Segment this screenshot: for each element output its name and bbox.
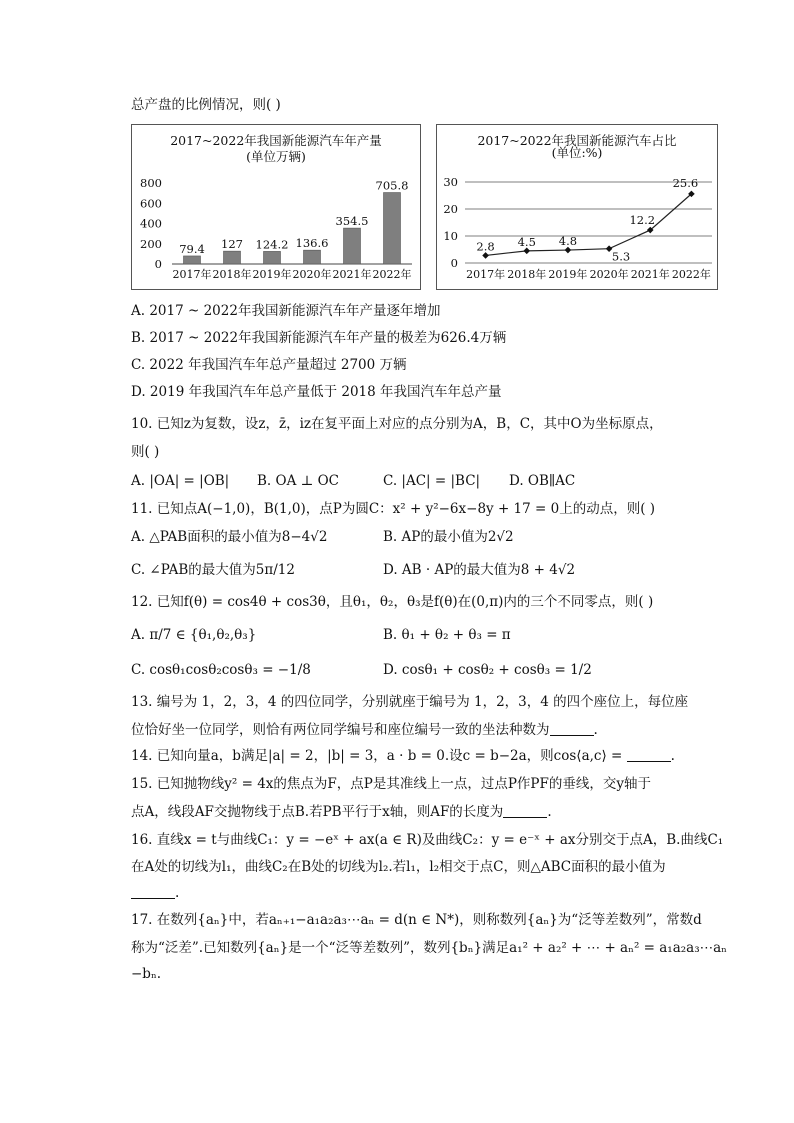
q10-option-c: C. |AC| = |BC| [383,473,481,489]
q13-line-1: 13. 编号为 1，2，3，4 的四位同学，分别就座于编号为 1，2，3，4 的四个座位上，每位座 [131,694,689,710]
q15-period: . [547,804,552,820]
q9-option-d: D. 2019 年我国汽车年总产量低于 2018 年我国汽车年总产量 [131,384,502,400]
bar [184,256,201,264]
q17-line-2: 称为“泛差”.已知数列{aₙ}是一个“泛等差数列”，数列{bₙ}满足a₁² + a₂² + ⋯ + aₙ² = a₁a₂a₃⋯aₙ [131,940,728,956]
q14-line [131,746,675,766]
data-label: 79.4 [179,241,205,256]
data-label: 5.3 [611,249,631,264]
q11-option-c: C. ∠PAB的最大值为5π/12 [131,562,295,578]
q15-line-1: 15. 已知抛物线y² = 4x的焦点为F，点P是其准线上一点，过点P作PF的垂线，交y轴于 [131,776,652,792]
q9-option-a: A. 2017 ~ 2022年我国新能源汽车年产量逐年增加 [131,303,441,319]
x-tick-label: 2019年 [252,268,292,281]
bar-chart-title: 2017~2022年我国新能源汽车年产量 [170,133,382,148]
q13-text: 位恰好坐一位同学，则恰有两位同学编号和座位编号一致的坐法种数为 [131,722,550,738]
q14-text: 14. 已知向量a，b满足|a| = 2，|b| = 3，a · b = 0.设c = b−2a，则cos⟨a,c⟩ = [131,748,623,764]
x-tick-label: 2021年 [332,268,372,281]
q11-option-b: B. AP的最小值为2√2 [383,529,514,545]
q11-option-d: D. AB · AP的最大值为8 + 4√2 [383,562,576,578]
data-label: 12.2 [629,213,656,228]
answer-blank [627,747,671,762]
q10-option-d: D. OB∥AC [509,473,576,489]
bar [384,193,401,264]
x-tick-label: 2022年 [372,268,412,281]
bar [304,250,321,264]
x-tick-label: 2019年 [548,268,588,281]
data-label: 124.2 [255,237,289,252]
y-tick-label: 600 [140,196,162,211]
q12-stem: 12. 已知f(θ) = cos4θ + cos3θ，且θ₁，θ₂，θ₃是f(θ)在(0,π)内的三个不同零点，则( ) [131,594,654,610]
answer-blank [550,721,594,736]
y-tick-label: 200 [140,236,162,251]
x-tick-label: 2018年 [212,268,252,281]
bar [264,251,281,264]
y-tick-label: 10 [443,229,458,243]
q13-period: . [593,722,598,738]
answer-blank [503,803,547,818]
data-label: 127 [221,237,243,252]
data-label: 4.8 [558,234,578,249]
x-tick-label: 2020年 [589,268,629,281]
line-chart-panel [436,124,718,290]
question-intro: 总产盘的比例情况，则( ) [131,97,281,113]
q10-option-a: A. |OA| = |OB| [131,473,230,489]
line-chart-subtitle: (单位:%) [551,145,603,160]
x-tick-label: 2017年 [466,268,506,281]
q16-period: . [175,885,180,901]
x-tick-label: 2021年 [630,268,670,281]
line-chart-title: 2017~2022年我国新能源汽车占比 [477,133,677,148]
q16-line-3 [131,883,179,903]
q9-option-b: B. 2017 ~ 2022年我国新能源汽车年产量的极差为626.4万辆 [131,330,507,346]
q10-stem-cont: 则( ) [131,444,160,460]
q11-option-a: A. △PAB面积的最小值为8−4√2 [131,529,328,545]
y-tick-label: 800 [140,176,162,190]
x-tick-label: 2017年 [172,268,212,281]
data-label: 2.8 [476,239,495,254]
q12-option-c: C. cosθ₁cosθ₂cosθ₃ = −1/8 [131,662,311,678]
series-line [486,194,692,256]
y-tick-label: 30 [443,175,458,189]
answer-blank [131,884,175,899]
q15-text: 点A，线段AF交抛物线于点B.若PB平行于x轴，则AF的长度为 [131,804,504,820]
q12-option-b: B. θ₁ + θ₂ + θ₃ = π [383,627,511,643]
bar-chart-subtitle: (单位万辆) [246,149,306,164]
bar [344,228,361,264]
y-tick-label: 0 [154,257,162,271]
q16-line-2: 在A处的切线为l₁，曲线C₂在B处的切线为l₂.若l₁，l₂相交于点C，则△ABC面积的最小值为 [131,859,666,875]
data-label: 136.6 [295,236,329,251]
x-tick-label: 2018年 [507,268,547,281]
data-label: 705.8 [375,178,409,193]
y-tick-label: 0 [450,256,458,270]
q12-option-d: D. cosθ₁ + cosθ₂ + cosθ₃ = 1/2 [383,662,592,678]
data-label: 25.6 [672,175,699,190]
q12-option-a: A. π/7 ∈ {θ₁,θ₂,θ₃} [131,627,257,643]
q15-line-2 [131,802,552,822]
q17-line-3: −bₙ. [131,966,162,982]
bar-chart [132,125,420,289]
q13-line-2 [131,720,598,740]
x-tick-label: 2022年 [671,268,711,281]
data-label: 354.5 [335,214,369,229]
y-tick-label: 20 [443,202,458,216]
q16-line-1: 16. 直线x = t与曲线C₁：y = −eˣ + ax(a ∈ R)及曲线C₂：y = e⁻ˣ + ax分别交于点A，B.曲线C₁ [131,832,724,848]
x-tick-label: 2020年 [292,268,332,281]
q10-stem: 10. 已知z为复数，设z，z̄，iz在复平面上对应的点分别为A，B，C，其中O为坐标原点， [131,416,663,432]
q14-period: . [670,748,675,764]
y-tick-label: 400 [140,216,162,231]
data-label: 4.5 [517,234,536,249]
bar [224,251,241,264]
line-chart [437,125,717,289]
bar-chart-panel [131,124,421,290]
q17-line-1: 17. 在数列{aₙ}中，若aₙ₊₁−a₁a₂a₃⋯aₙ = d(n ∈ N*)，则称数列{aₙ}为“泛等差数列”，常数d [131,912,702,928]
q9-option-c: C. 2022 年我国汽车年总产量超过 2700 万辆 [131,357,407,373]
q10-option-b: B. OA ⊥ OC [257,473,339,489]
q11-stem: 11. 已知点A(−1,0)，B(1,0)，点P为圆C：x² + y²−6x−8y + 17 = 0上的动点，则( ) [131,501,656,517]
